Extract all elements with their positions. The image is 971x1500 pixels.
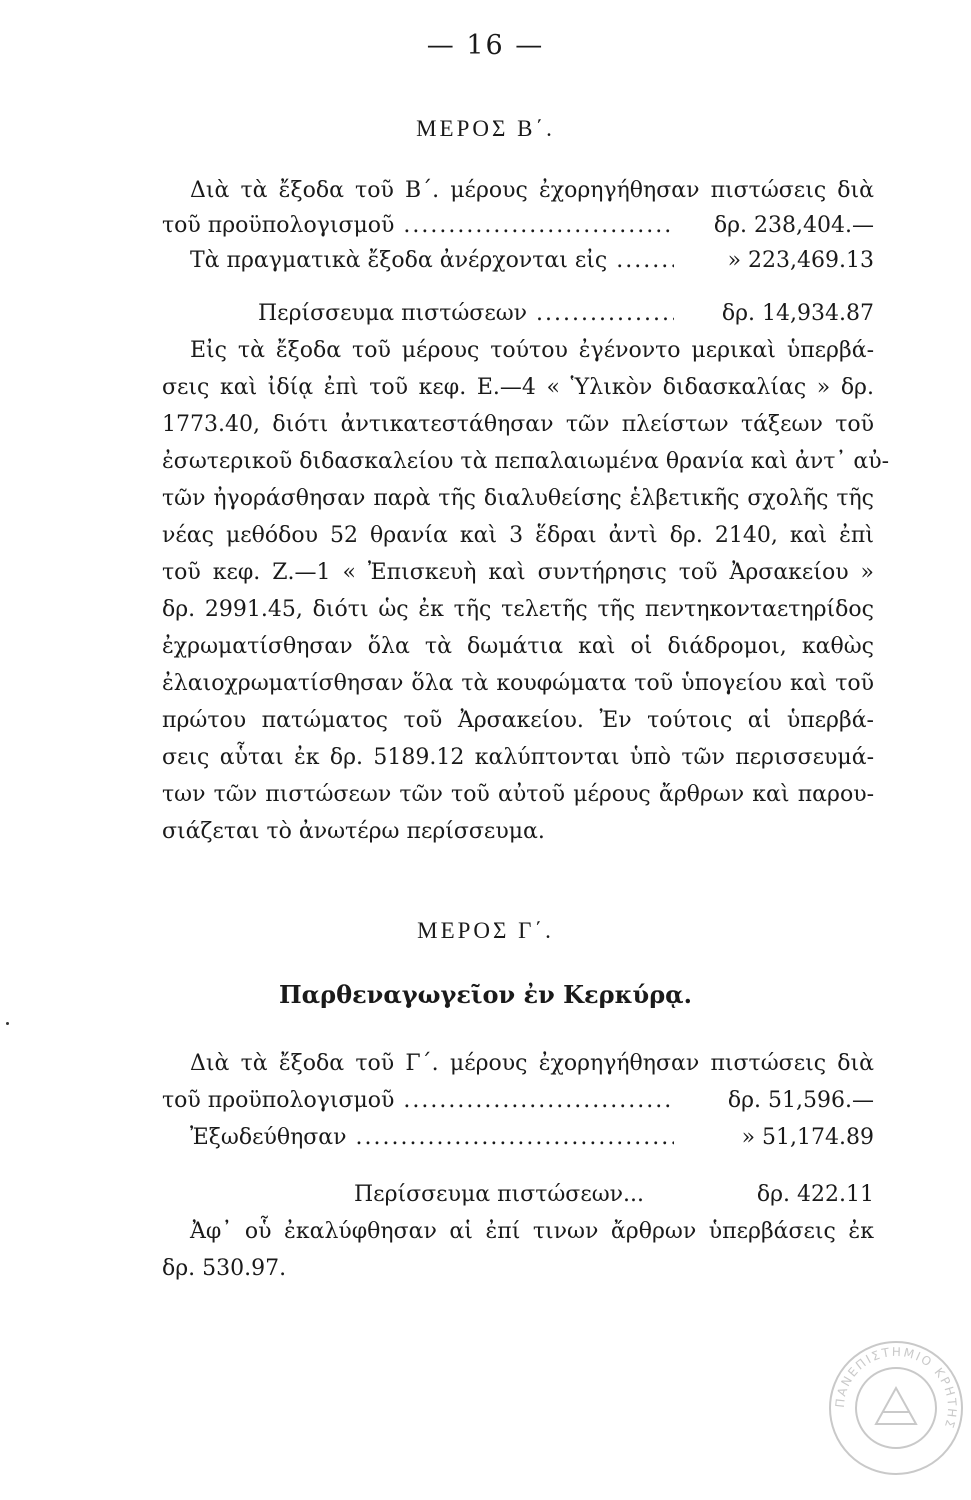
part-b-surplus-row xyxy=(258,296,874,332)
part-c-intro-line: Διὰ τὰ ἔξοδα τοῦ Γ΄. μέρους ἐχορηγήθησαν πιστώσεις διὰ xyxy=(190,1051,874,1076)
page-number: — 16 — xyxy=(426,30,545,61)
part-b-actual-value: » 223,469.13 xyxy=(727,248,874,273)
part-b-text-line: πρώτου πατώματος τοῦ Ἀρσακείου. Ἐν τούτοις αἱ ὑπερβά- xyxy=(162,708,874,733)
part-c-surplus-value: δρ. 422.11 xyxy=(756,1182,874,1207)
part-b-text-line: ἐσωτερικοῦ διδασκαλείου τὰ πεπαλαιωμένα θρανία καὶ ἀντ᾿ αὐ- xyxy=(162,449,890,474)
part-b-text-line: 1773.40, διότι ἀντικατεστάθησαν τῶν πλείστων τάξεων τοῦ xyxy=(162,412,874,437)
part-c-surplus-label: Περίσσευμα πιστώσεων... xyxy=(354,1182,645,1207)
library-stamp-icon xyxy=(826,1338,966,1478)
part-b-text-line: τῶν ἠγοράσθησαν παρὰ τῆς διαλυθείσης ἑλβετικῆς σχολῆς τῆς xyxy=(162,486,874,511)
part-b-text-line: Εἰς τὰ ἔξοδα τοῦ μέρους τούτου ἐγένοντο μερικαὶ ὑπερβά- xyxy=(190,338,874,363)
part-b-text-line: σεις καὶ ἰδίᾳ ἐπὶ τοῦ κεφ. Ε.—4 « Ὑλικὸν διδασκαλίας » δρ. xyxy=(162,375,874,400)
part-c-text-line: Ἀφ᾿ οὗ ἐκαλύφθησαν αἱ ἐπί τινων ἄρθρων ὑπερβάσεις ἐκ xyxy=(190,1219,874,1244)
part-c-surplus-row xyxy=(354,1177,874,1213)
part-b-text-line: τοῦ κεφ. Ζ.—1 « Ἐπισκευὴ καὶ συντήρησις τοῦ Ἀρσακείου » xyxy=(162,560,874,585)
part-b-actual-row xyxy=(190,243,874,279)
part-b-text-line: ἐχρωματίσθησαν ὅλα τὰ δωμάτια καὶ οἱ διάδρομοι, καθὼς xyxy=(162,634,874,659)
part-b-budget-value: δρ. 238,404.— xyxy=(713,213,874,238)
part-b-text-line: των τῶν πιστώσεων τῶν τοῦ αὐτοῦ μέρους ἄρθρων καὶ παρου- xyxy=(162,782,874,807)
part-c-subheading: Παρθεναγωγεῖον ἐν Κερκύρᾳ. xyxy=(278,980,692,1009)
margin-mark xyxy=(6,1022,9,1025)
part-b-heading: ΜΕΡΟΣ Β΄. xyxy=(416,116,555,141)
part-b-actual-label: Τὰ πραγματικὰ ἔξοδα ἀνέρχονται εἰς ..... xyxy=(190,243,674,279)
part-c-spent-value: » 51,174.89 xyxy=(741,1125,874,1150)
part-b-budget-label: τοῦ προϋπολογισμοῦ ..... xyxy=(162,208,674,244)
part-b-budget-row xyxy=(162,208,874,244)
part-b-intro-line: Διὰ τὰ ἔξοδα τοῦ Β΄. μέρους ἐχορηγήθησαν πιστώσεις διὰ xyxy=(190,178,874,203)
part-b-surplus-label: Περίσσευμα πιστώσεων ..... xyxy=(258,296,674,332)
part-b-text-line: δρ. 2991.45, διότι ὡς ἐκ τῆς τελετῆς τῆς πεντηκονταετηρίδος xyxy=(162,597,874,622)
part-c-budget-label: τοῦ προϋπολογισμοῦ ..... xyxy=(162,1083,674,1119)
part-b-text-line: ἐλαιοχρωματίσθησαν ὅλα τὰ κουφώματα τοῦ ὑπογείου καὶ τοῦ xyxy=(162,671,874,696)
part-b-surplus-value: δρ. 14,934.87 xyxy=(721,301,874,326)
part-b-text-line: σεις αὗται ἐκ δρ. 5189.12 καλύπτονται ὑπὸ τῶν περισσευμά- xyxy=(162,745,874,770)
part-c-budget-row xyxy=(162,1083,874,1119)
part-b-text-line: νέας μεθόδου 52 θρανία καὶ 3 ἕδραι ἀντὶ δρ. 2140, καὶ ἐπὶ xyxy=(162,523,874,548)
part-b-text-line: σιάζεται τὸ ἀνωτέρω περίσσευμα. xyxy=(162,819,545,844)
part-c-heading: ΜΕΡΟΣ Γ΄. xyxy=(417,918,554,943)
part-c-spent-label: Ἐξωδεύθησαν ..... xyxy=(190,1120,674,1156)
part-c-text-line: δρ. 530.97. xyxy=(162,1256,287,1281)
part-c-spent-row xyxy=(190,1120,874,1156)
stamp-text: ΠΑΝΕΠΙΣΤΗΜΙΟ ΚΡΗΤΗΣ xyxy=(832,1344,960,1432)
part-c-budget-value: δρ. 51,596.— xyxy=(727,1088,874,1113)
